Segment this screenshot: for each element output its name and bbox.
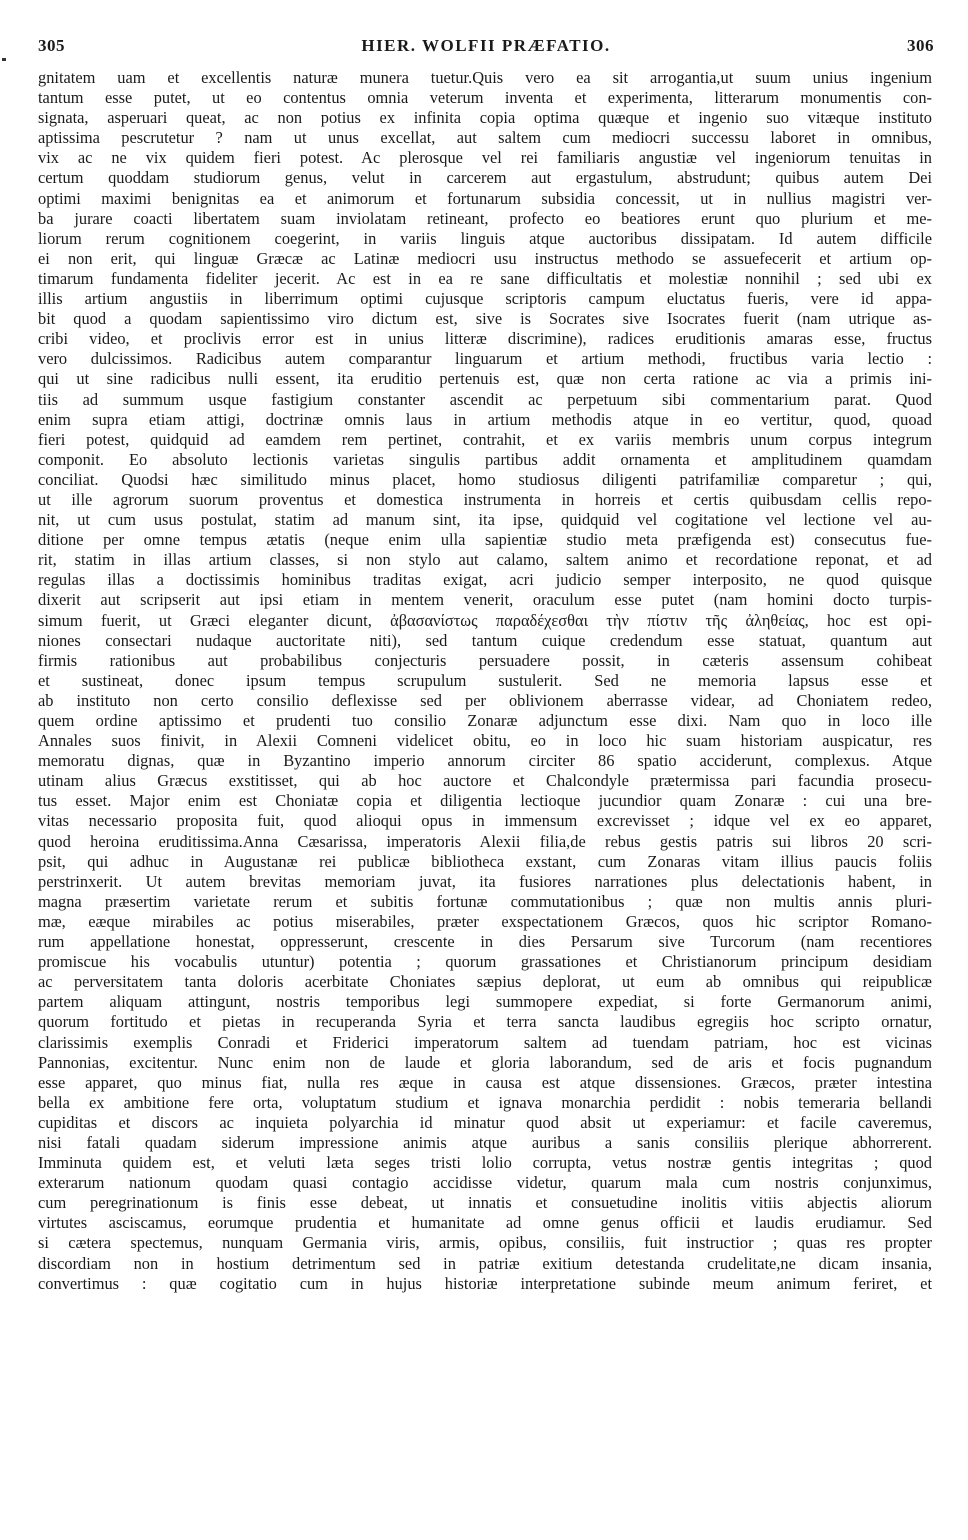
text-line: bit quod a quodam sapientissimo viro dictum est, sive is Socrates sive Isocrates fuerit (nam utrique as- — [38, 309, 932, 329]
text-line: tus esset. Major enim est Choniatæ copia et diligentia lectioque jucundior quam Zonaræ : cui una bre- — [38, 791, 932, 811]
text-line: partem aliquam attingunt, nostris temporibus legi summopere expediat, si forte Germanorum animi, — [38, 992, 932, 1012]
text-line: dixerit aut scripserit aut ipsi etiam in mentem venerit, oraculum esse putet (nam homini docto turpis- — [38, 590, 932, 610]
margin-mark — [2, 58, 6, 61]
text-line: simum fuerit, ut Græci eleganter dicunt, ἀβασανίστως παραδέχεσθαι τὴν πίστιν τῆς ἀληθείας, hoc est opi- — [38, 610, 932, 630]
text-line: ditione per omne tempus ætatis (neque enim ulla sapientiæ studio meta præfigenda est) consecutus fue- — [38, 530, 932, 550]
text-line: vero dulcissimos. Radicibus autem comparantur linguarum et artium methodi, fructibus varia lectio : — [38, 349, 932, 369]
text-line: magna præsertim varietate rerum et subitis fortunæ commutationibus ; quæ non multis annis pluri- — [38, 891, 932, 911]
text-line: componit. Eo absoluto lectionis varietas singulis partibus addit ornamenta et amplitudinem quamdam — [38, 449, 932, 469]
text-line: esse apparet, quo minus fiat, nulla res æque in causa est atque dissensiones. Græcos, præter intestina — [38, 1072, 932, 1092]
text-line: ei non erit, qui linguæ Græcæ ac Latinæ mediocri usu instructus methodo se assuefecerit et artium op- — [38, 248, 932, 268]
text-line: ut ille agrorum suorum proventus et domestica instrumenta in horreis et certis quibusdam cellis repo- — [38, 489, 932, 509]
text-line: tantum esse putet, ut eo contentus omnia veterum inventa et experimenta, litterarum monumentis con- — [38, 88, 932, 108]
text-line: firmis rationibus aut probabilibus conjecturis persuadere possit, in cæteris assensum cohibeat — [38, 650, 932, 670]
text-line: utinam alius Græcus exstitisset, qui ab hoc auctore et Chalcondyle prætermissa pari facundia prosecu- — [38, 771, 932, 791]
text-line: perstrinxerit. Ut autem brevitas memoriam juvat, ita fusiores narrationes plus delectationis habent, in — [38, 871, 932, 891]
text-line: cupiditas et discors ac inquieta polyarchia id minatur quod absit ut experiamur: et facile caveremus, — [38, 1112, 932, 1132]
text-line: Pannonias, excitentur. Nunc enim non de laude et gloria laborandum, sed de aris et focis pugnandum — [38, 1052, 932, 1072]
page-number-right: 306 — [907, 36, 934, 55]
text-line: quem ordine aptissimo et prudenti tuo consilio Zonaræ adjunctum esse dixi. Nam quo in loco ille — [38, 711, 932, 730]
text-line: rum appellatione honestat, oppresserunt, crescente in dies Persarum sive Turcorum (nam recentiores — [38, 932, 932, 952]
text-line: conciliat. Quodsi hæc similitudo minus placet, homo studiosus diligenti patrifamiliæ comparetur ; qui, — [38, 469, 932, 489]
text-line: gnitatem uam et excellentis naturæ munera tuetur.Quis vero ea sit arrogantia,ut suum unius ingenium — [38, 68, 932, 87]
text-line: ac perversitatem tanta doloris acerbitate Choniates sæpius deplorat, ut eum ab omnibus qui reipublicæ — [38, 972, 932, 992]
text-line: ab instituto non certo consilio deflexisse sed per oblivionem aberrasse videar, ad Choniatem redeo, — [38, 690, 932, 710]
text-line: optimi maximi benignitas ea et animorum et fortunarum subsidia concessit, ut in nullius magistri ver- — [38, 188, 932, 208]
text-line: vix ac ne vix quidem fieri potest. Ac plerosque vel rei familiaris angustiæ vel ingeniorum tenuitas in — [38, 148, 932, 168]
text-line: si cætera spectemus, nunquam Germania viris, armis, opibus, consiliis, fuit instructior ; quas res propter — [38, 1233, 932, 1253]
text-line: regulas illas a doctissimis hominibus traditas exigat, acri judicio semper interposito, ne quod quisque — [38, 570, 932, 590]
text-line: bella ex ambitione fere orta, voluptatum studium et ignava monarchia perdidit : nobis temeraria bellandi — [38, 1092, 932, 1112]
text-line: cum peregrinationum is finis esse debeat, ut innatis et consuetudine inolitis vitiis abjectis aliorum — [38, 1193, 932, 1213]
text-line: promiscue his vocabulis utuntur) potentia ; quorum grassationes et Christianorum principum desidiam — [38, 952, 932, 972]
text-line: fieri potest, quidquid ad eamdem rem pertinet, contrahit, et ex variis membris unum corpus integrum — [38, 429, 932, 449]
page-number-left: 305 — [38, 36, 65, 55]
text-line: enim supra etiam attigi, doctrinæ omnis laus in artium methodis atque in eo vertitur, quod, quoad — [38, 409, 932, 429]
text-line: et sustineat, donec ipsum tempus scrupulum sustulerit. Sed ne memoria lapsus esse et — [38, 670, 932, 690]
text-line: Annales suos finivit, in Alexii Comneni videlicet obitu, eo in loco hic suam historiam auspicatur, res — [38, 731, 932, 751]
text-line: vitas necessario proposita fuit, quod alioqui opus in immensum excrevisset ; idque vel ex eo apparet, — [38, 811, 932, 831]
text-line: signata, asperuari queat, ac non potius ex infinita copia optima quæque et ingenio suo vitæque instituto — [38, 108, 932, 128]
text-line: qui ut sine radicibus nulli essent, ita eruditio pertenuis est, quæ non certa ratione ac via a primis ini- — [38, 369, 932, 389]
text-line: convertimus : quæ cogitatio cum in hujus historiæ interpretatione subinde meum animum feriret, et — [38, 1273, 932, 1293]
text-line: Imminuta quidem est, et veluti læta seges tristi lolio corrupta, vetus nostræ gentis integritas ; quod — [38, 1153, 932, 1173]
text-line: illis artium angustiis in liberrimum optimi cujusque scriptoris campum eluctatus fueris, vere id appa- — [38, 289, 932, 309]
text-line: clarissimis exemplis Conradi et Friderici imperatorum saltem ad tuendam patriam, hoc est vicinas — [38, 1032, 932, 1052]
text-line: ba jurare coacti libertatem suam inviolatam retineant, profecto eo beatiores erunt quo plurium et me- — [38, 208, 932, 228]
text-line: memoratu dignas, quæ in Byzantino imperio annorum circiter 86 spatio acciderunt, complexus. Atque — [38, 751, 932, 771]
text-line: exterarum nationum quodam quasi contagio accidisse videtur, quarum mala cum nostris conjunximus, — [38, 1173, 932, 1193]
running-title: HIER. WOLFII PRÆFATIO. — [361, 36, 611, 55]
text-line: psit, qui adhuc in Augustanæ rei publicæ bibliotheca exstant, cum Zonaras vitam illius paucis foliis — [38, 851, 932, 871]
text-line: cribi video, et proclivis error est in unius litteræ discrimine), radices eruditionis amaras esse, fructus — [38, 329, 932, 349]
running-header — [38, 36, 934, 62]
body-text — [38, 68, 932, 1294]
text-line: mæ, eæque mirabiles ac potius miserabiles, præter exspectationem Græcos, quos hic scriptor Romano- — [38, 911, 932, 931]
text-line: nit, ut cum usus postulat, statim ad manum sint, ita ipse, quidquid vel cogitatione vel lectione vel au- — [38, 510, 932, 530]
text-line: quorum fortitudo et pietas in recuperanda Syria et terra sancta laudibus egregiis hoc scripto ornatur, — [38, 1012, 932, 1032]
text-line: niones consectari nudaque auctoritate niti), sed tantum cuique credendum esse statuat, quantum aut — [38, 630, 932, 650]
text-line: liorum rerum cognitionem coegerint, in variis linguis atque auctoribus dissipatam. Id autem difficile — [38, 228, 932, 248]
text-line: discordiam non in hostium detrimentum sed in patriæ exitium detestanda crudelitate,ne dicam insania, — [38, 1253, 932, 1273]
text-line: virtutes asciscamus, eorumque prudentia et humanitate ad omne genus officii et laudis erudiamur. Sed — [38, 1213, 932, 1233]
text-line: certum quoddam studiorum genus, velut in carcerem aut ergastulum, abstrudunt; quibus autem Dei — [38, 168, 932, 188]
text-line: timarum fundamenta fideliter jecerit. Ac est in ea re sane difficultatis et molestiæ nonnihil ; sed ubi ex — [38, 268, 932, 288]
text-line: quod heroina eruditissima.Anna Cæsarissa, imperatoris Alexii filia,de rebus gestis patris sui libros 20 scri- — [38, 831, 932, 851]
text-line: tiis ad summum usque fastigium constanter ascendit ac perpetuum sibi commentarium parat. Quod — [38, 389, 932, 409]
text-line: nisi fatali quadam siderum impressione animis atque auribus a sanis consiliis plerique abhorrerent. — [38, 1132, 932, 1152]
text-line: aptissima pescrutetur ? nam ut unus excellat, aut saltem cum mediocri successu laboret in omnibus, — [38, 128, 932, 148]
text-line: rit, statim in illas artium classes, si non stylo aut calamo, saltem animo et recordatione reponat, et ad — [38, 550, 932, 570]
